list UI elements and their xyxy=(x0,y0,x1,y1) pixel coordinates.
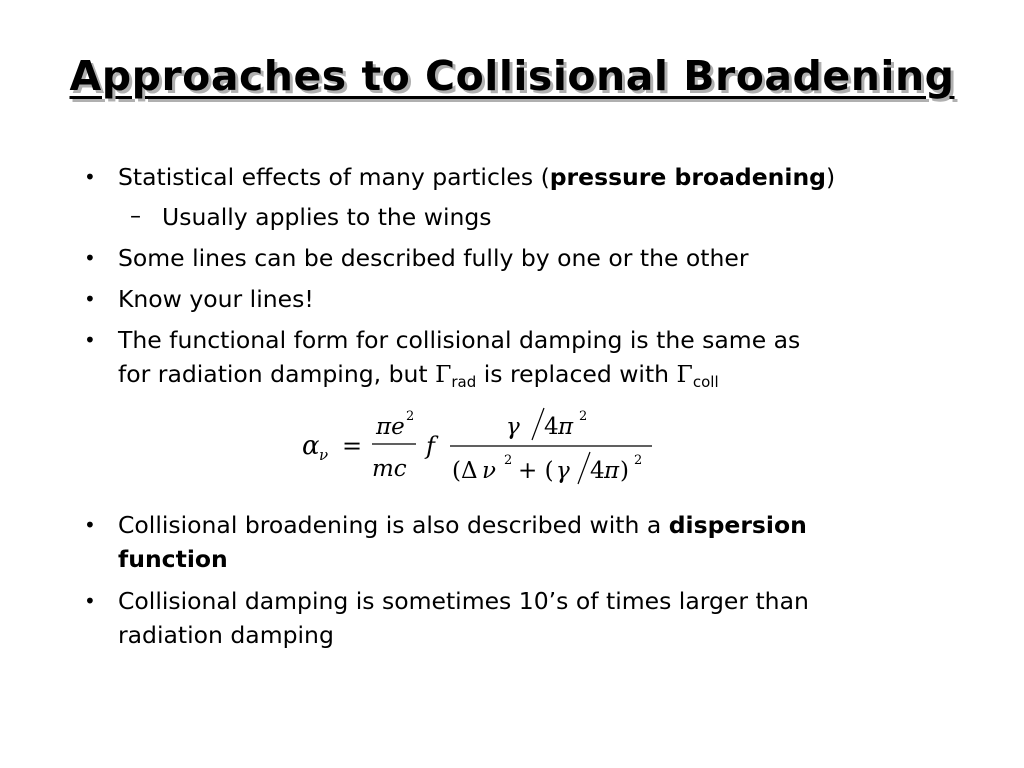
formula-gamma: γ xyxy=(556,458,570,484)
gamma-symbol: Γ xyxy=(435,360,452,388)
bullet-marker: • xyxy=(84,246,96,270)
formula-paren: (Δ xyxy=(452,458,478,484)
formula-equals: = xyxy=(342,432,363,460)
bullet-text-part: ) xyxy=(826,163,836,191)
formula-nu-sub: ν xyxy=(319,446,329,464)
bullet-text xyxy=(118,508,898,576)
bullet-text xyxy=(118,160,898,194)
bullet-text-part: Collisional broadening is also described with a xyxy=(118,511,669,539)
bullet-marker: • xyxy=(84,287,96,311)
bullet-marker: • xyxy=(84,328,96,352)
formula-f: f xyxy=(426,432,435,460)
gamma-symbol: Γ xyxy=(676,360,693,388)
bullet-marker: • xyxy=(84,165,96,189)
bold-term: dispersion xyxy=(668,511,807,539)
formula-alpha: α xyxy=(302,431,320,461)
slash xyxy=(532,408,544,440)
slide-title: Approaches to Collisional Broadening xyxy=(69,52,955,100)
bullet-marker: • xyxy=(84,513,96,537)
formula-exp: 2 xyxy=(579,409,588,424)
bullet-text-line: Collisional damping is sometimes 10’s of times larger than xyxy=(118,587,809,615)
formula-exp: 2 xyxy=(406,409,415,424)
bullet-text: Some lines can be described fully by one or the other xyxy=(118,244,749,272)
formula-pi-e: πe xyxy=(376,414,405,440)
bullet-text-part: for radiation damping, but xyxy=(118,360,436,388)
bold-term: function xyxy=(118,545,228,573)
bullet-text-part: Statistical effects of many particles ( xyxy=(118,163,550,191)
bullet-marker: • xyxy=(84,589,96,613)
formula-plus: + ( xyxy=(518,458,554,484)
sub-bullet-marker: – xyxy=(130,204,141,229)
bullet-text-line: The functional form for collisional damping is the same as xyxy=(118,326,801,354)
formula-nu: ν xyxy=(482,458,496,484)
formula-pi: π xyxy=(558,414,574,440)
formula-exp: 2 xyxy=(504,453,513,468)
formula-pi: π xyxy=(604,458,620,484)
slash xyxy=(578,452,590,484)
bullet-text-part: is replaced with xyxy=(476,360,677,388)
subscript-rad: rad xyxy=(451,373,477,391)
bullet-text: Know your lines! xyxy=(118,285,314,313)
formula-gamma: γ xyxy=(506,414,520,440)
bullet-text xyxy=(118,584,898,652)
bullet-text-line: radiation damping xyxy=(118,621,334,649)
formula-paren: ) xyxy=(620,458,629,484)
formula-4: 4 xyxy=(590,458,605,484)
bullet-text xyxy=(118,323,898,399)
formula-4: 4 xyxy=(544,414,559,440)
bold-term: pressure broadening xyxy=(549,163,827,191)
subscript-coll: coll xyxy=(692,373,719,391)
dispersion-formula xyxy=(296,396,666,492)
formula-mc: mc xyxy=(372,456,407,482)
sub-bullet-text: Usually applies to the wings xyxy=(162,203,492,231)
formula-exp: 2 xyxy=(634,453,643,468)
